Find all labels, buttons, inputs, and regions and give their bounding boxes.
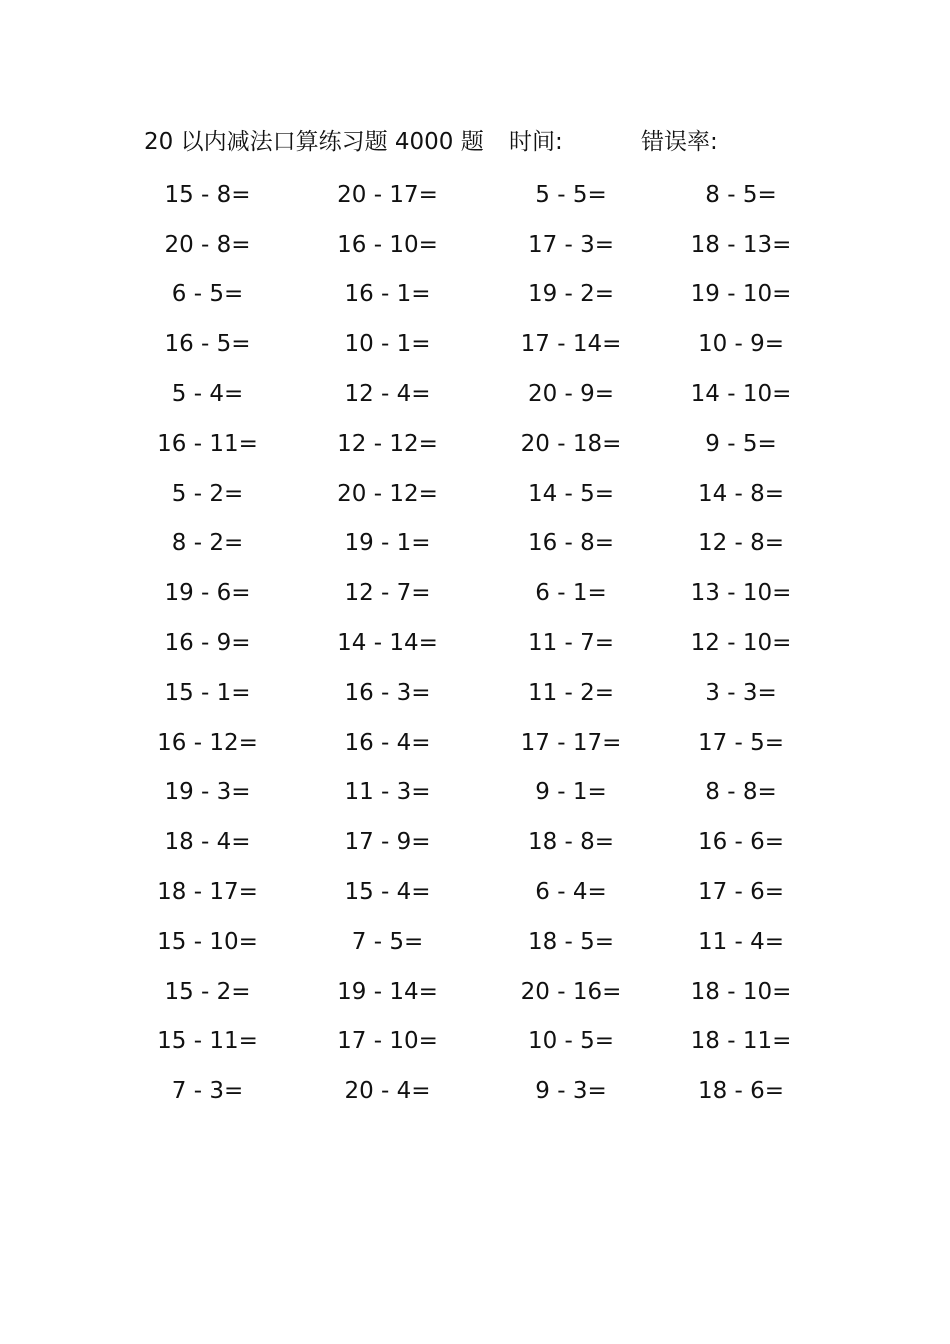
problem-item: 15 - 4= (344, 879, 431, 906)
problem-item: 18 - 5= (527, 928, 615, 955)
problem-row (120, 170, 820, 220)
time-label: 时间: (509, 129, 563, 155)
problem-item: 16 - 9= (164, 630, 251, 657)
problem-item: 7 - 3= (171, 1078, 244, 1105)
problem-row (120, 270, 820, 320)
problem-item: 12 - 10= (690, 630, 792, 657)
worksheet-title: 20 以内减法口算练习题 4000 题 (144, 129, 484, 155)
problem-row (120, 718, 820, 768)
problem-item: 6 - 4= (535, 879, 607, 906)
problem-item: 15 - 1= (164, 679, 251, 706)
problem-item: 12 - 8= (697, 530, 785, 557)
problem-item: 19 - 1= (344, 530, 431, 557)
problem-item: 16 - 8= (527, 530, 615, 557)
problem-grid (120, 170, 820, 1116)
problem-item: 18 - 17= (157, 879, 258, 906)
problem-item: 20 - 17= (337, 181, 438, 208)
problem-item: 9 - 1= (535, 779, 607, 806)
problem-item: 5 - 2= (171, 480, 244, 507)
problem-item: 18 - 4= (164, 829, 251, 856)
problem-item: 12 - 7= (344, 580, 431, 607)
worksheet-header (144, 124, 784, 160)
problem-item: 15 - 11= (157, 1028, 258, 1055)
problem-row (120, 319, 820, 369)
problem-item: 16 - 5= (164, 331, 251, 358)
problem-item: 14 - 14= (337, 630, 438, 657)
problem-item: 6 - 1= (535, 580, 607, 607)
problem-item: 16 - 3= (344, 679, 431, 706)
problem-item: 19 - 6= (164, 580, 251, 607)
problem-item: 17 - 14= (520, 331, 622, 358)
problem-item: 8 - 8= (705, 779, 777, 806)
problem-item: 15 - 10= (157, 928, 258, 955)
problem-item: 17 - 9= (344, 829, 431, 856)
problem-item: 20 - 9= (527, 381, 615, 408)
problem-item: 14 - 5= (527, 480, 615, 507)
problem-row (120, 768, 820, 818)
problem-item: 18 - 6= (697, 1078, 785, 1105)
problem-item: 15 - 8= (164, 181, 251, 208)
problem-row (120, 369, 820, 419)
problem-item: 17 - 10= (337, 1028, 438, 1055)
problem-row (120, 469, 820, 519)
problem-item: 16 - 1= (344, 281, 431, 308)
problem-item: 10 - 9= (697, 331, 785, 358)
problem-item: 16 - 4= (344, 729, 431, 756)
problem-item: 7 - 5= (351, 928, 424, 955)
problem-item: 11 - 7= (527, 630, 615, 657)
problem-item: 11 - 2= (527, 679, 615, 706)
problem-item: 16 - 6= (697, 829, 785, 856)
problem-row (120, 1017, 820, 1067)
problem-item: 20 - 18= (520, 430, 622, 457)
problem-row (120, 220, 820, 270)
problem-item: 16 - 11= (157, 430, 258, 457)
problem-item: 18 - 13= (690, 231, 792, 258)
problem-item: 6 - 5= (171, 281, 244, 308)
problem-item: 12 - 12= (337, 430, 438, 457)
problem-item: 13 - 10= (690, 580, 792, 607)
problem-row (120, 568, 820, 618)
problem-item: 16 - 12= (157, 729, 258, 756)
problem-item: 14 - 8= (697, 480, 785, 507)
problem-item: 15 - 2= (164, 978, 251, 1005)
problem-item: 20 - 8= (164, 231, 251, 258)
problem-item: 19 - 10= (690, 281, 792, 308)
problem-item: 3 - 3= (705, 679, 777, 706)
problem-row (120, 618, 820, 668)
problem-row (120, 867, 820, 917)
problem-item: 11 - 3= (344, 779, 431, 806)
problem-item: 5 - 4= (171, 381, 244, 408)
problem-item: 20 - 4= (344, 1078, 431, 1105)
problem-row (120, 817, 820, 867)
problem-row (120, 917, 820, 967)
problem-row (120, 1066, 820, 1116)
problem-item: 17 - 17= (520, 729, 622, 756)
problem-item: 18 - 8= (527, 829, 615, 856)
problem-item: 5 - 5= (535, 181, 607, 208)
problem-item: 19 - 3= (164, 779, 251, 806)
problem-item: 10 - 5= (527, 1028, 615, 1055)
problem-item: 19 - 2= (527, 281, 615, 308)
problem-row (120, 419, 820, 469)
problem-row (120, 967, 820, 1017)
problem-item: 10 - 1= (344, 331, 431, 358)
problem-item: 9 - 5= (705, 430, 777, 457)
problem-item: 18 - 11= (690, 1028, 792, 1055)
error-rate-label: 错误率: (641, 129, 718, 155)
problem-item: 18 - 10= (690, 978, 792, 1005)
problem-item: 20 - 12= (337, 480, 438, 507)
problem-item: 12 - 4= (344, 381, 431, 408)
problem-item: 14 - 10= (690, 381, 792, 408)
problem-item: 20 - 16= (520, 978, 622, 1005)
problem-item: 16 - 10= (337, 231, 438, 258)
problem-item: 17 - 5= (697, 729, 785, 756)
problem-row (120, 519, 820, 569)
problem-item: 8 - 2= (171, 530, 244, 557)
problem-item: 17 - 6= (697, 879, 785, 906)
problem-row (120, 668, 820, 718)
problem-item: 9 - 3= (535, 1078, 607, 1105)
problem-item: 11 - 4= (697, 928, 785, 955)
problem-item: 19 - 14= (337, 978, 438, 1005)
problem-item: 8 - 5= (705, 181, 777, 208)
problem-item: 17 - 3= (527, 231, 615, 258)
